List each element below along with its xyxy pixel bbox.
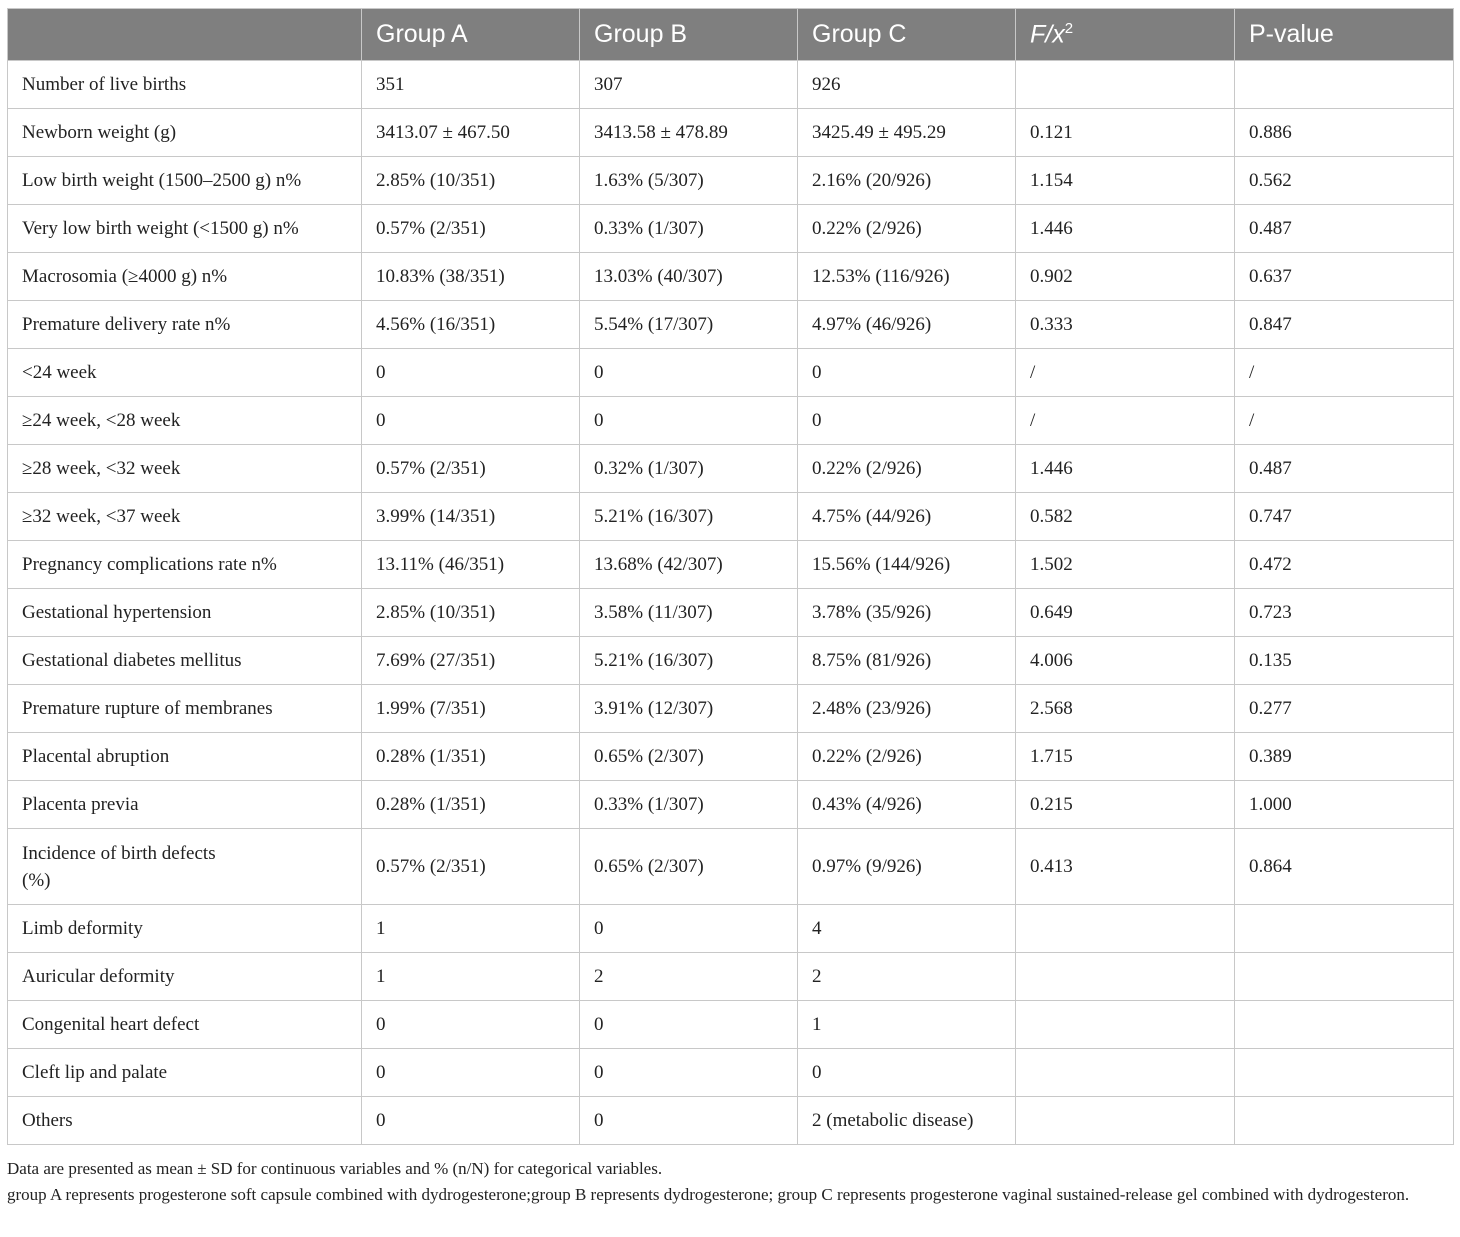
cell-group-c: 0.22% (2/926) — [798, 445, 1016, 493]
cell-group-c: 4.75% (44/926) — [798, 493, 1016, 541]
cell-group-c: 0.97% (9/926) — [798, 829, 1016, 905]
cell-group-a: 1.99% (7/351) — [362, 685, 580, 733]
cell-p-value: 0.135 — [1235, 637, 1454, 685]
cell-label: ≥24 week, <28 week — [8, 397, 362, 445]
header-cell-group-c: Group C — [798, 9, 1016, 61]
cell-p-value: 0.562 — [1235, 157, 1454, 205]
cell-group-b: 5.54% (17/307) — [580, 301, 798, 349]
cell-p-value — [1235, 1097, 1454, 1145]
cell-statistic — [1016, 953, 1235, 1001]
cell-group-c: 0 — [798, 349, 1016, 397]
table-body — [8, 61, 1454, 1145]
cell-group-a: 2.85% (10/351) — [362, 157, 580, 205]
cell-group-b: 0.65% (2/307) — [580, 733, 798, 781]
table-row — [8, 685, 1454, 733]
cell-group-a: 1 — [362, 905, 580, 953]
cell-statistic: 0.333 — [1016, 301, 1235, 349]
cell-group-a: 0.57% (2/351) — [362, 205, 580, 253]
table-row — [8, 589, 1454, 637]
cell-group-c: 2.48% (23/926) — [798, 685, 1016, 733]
cell-group-b: 0 — [580, 905, 798, 953]
cell-statistic: 4.006 — [1016, 637, 1235, 685]
cell-group-a: 0 — [362, 397, 580, 445]
cell-statistic: 1.154 — [1016, 157, 1235, 205]
cell-group-c: 0.22% (2/926) — [798, 733, 1016, 781]
cell-label: Premature rupture of membranes — [8, 685, 362, 733]
cell-group-c: 8.75% (81/926) — [798, 637, 1016, 685]
cell-statistic — [1016, 1001, 1235, 1049]
cell-group-a: 0 — [362, 1097, 580, 1145]
cell-label: <24 week — [8, 349, 362, 397]
cell-p-value: 0.864 — [1235, 829, 1454, 905]
cell-group-c: 4.97% (46/926) — [798, 301, 1016, 349]
cell-p-value: 0.487 — [1235, 205, 1454, 253]
cell-group-c: 0 — [798, 397, 1016, 445]
cell-group-c: 3425.49 ± 495.29 — [798, 109, 1016, 157]
cell-p-value — [1235, 905, 1454, 953]
cell-label: Very low birth weight (<1500 g) n% — [8, 205, 362, 253]
cell-p-value: 0.847 — [1235, 301, 1454, 349]
cell-group-a: 1 — [362, 953, 580, 1001]
cell-group-a: 351 — [362, 61, 580, 109]
cell-group-b: 13.03% (40/307) — [580, 253, 798, 301]
table-row — [8, 109, 1454, 157]
cell-statistic: 0.413 — [1016, 829, 1235, 905]
cell-group-c: 3.78% (35/926) — [798, 589, 1016, 637]
cell-group-c: 926 — [798, 61, 1016, 109]
table-row — [8, 1001, 1454, 1049]
cell-group-a: 3413.07 ± 467.50 — [362, 109, 580, 157]
header-cell-label — [8, 9, 362, 61]
cell-group-c: 0 — [798, 1049, 1016, 1097]
cell-label: Macrosomia (≥4000 g) n% — [8, 253, 362, 301]
cell-group-b: 0.32% (1/307) — [580, 445, 798, 493]
cell-group-c: 0.43% (4/926) — [798, 781, 1016, 829]
cell-statistic: 1.715 — [1016, 733, 1235, 781]
cell-group-c: 2 — [798, 953, 1016, 1001]
cell-group-b: 0 — [580, 349, 798, 397]
cell-group-a: 3.99% (14/351) — [362, 493, 580, 541]
table-row — [8, 61, 1454, 109]
cell-p-value: 0.886 — [1235, 109, 1454, 157]
cell-group-a: 0 — [362, 1001, 580, 1049]
cell-statistic: / — [1016, 397, 1235, 445]
cell-group-c: 1 — [798, 1001, 1016, 1049]
cell-statistic: 0.582 — [1016, 493, 1235, 541]
cell-group-a: 10.83% (38/351) — [362, 253, 580, 301]
cell-label: Auricular deformity — [8, 953, 362, 1001]
cell-group-b: 2 — [580, 953, 798, 1001]
cell-label: Low birth weight (1500–2500 g) n% — [8, 157, 362, 205]
table-row — [8, 637, 1454, 685]
cell-statistic — [1016, 905, 1235, 953]
table-row — [8, 493, 1454, 541]
table-row — [8, 1049, 1454, 1097]
table-row — [8, 253, 1454, 301]
cell-label: ≥28 week, <32 week — [8, 445, 362, 493]
cell-group-c: 12.53% (116/926) — [798, 253, 1016, 301]
cell-statistic — [1016, 61, 1235, 109]
cell-statistic: 0.902 — [1016, 253, 1235, 301]
cell-group-a: 0.57% (2/351) — [362, 829, 580, 905]
cell-group-c: 2 (metabolic disease) — [798, 1097, 1016, 1145]
table-row — [8, 349, 1454, 397]
cell-p-value — [1235, 1001, 1454, 1049]
cell-label: Placenta previa — [8, 781, 362, 829]
table-row — [8, 397, 1454, 445]
table-row — [8, 905, 1454, 953]
cell-p-value — [1235, 61, 1454, 109]
cell-group-a: 7.69% (27/351) — [362, 637, 580, 685]
cell-group-c: 0.22% (2/926) — [798, 205, 1016, 253]
table-row — [8, 733, 1454, 781]
footnote-data-format: Data are presented as mean ± SD for continuous variables and % (n/N) for categorical variables. — [7, 1159, 663, 1178]
cell-group-b: 3.58% (11/307) — [580, 589, 798, 637]
table-row — [8, 1097, 1454, 1145]
cell-statistic: 0.649 — [1016, 589, 1235, 637]
results-table — [7, 8, 1454, 1145]
cell-label: Cleft lip and palate — [8, 1049, 362, 1097]
cell-group-a: 0.57% (2/351) — [362, 445, 580, 493]
cell-label: Newborn weight (g) — [8, 109, 362, 157]
cell-group-a: 0 — [362, 349, 580, 397]
cell-p-value: 0.389 — [1235, 733, 1454, 781]
table-row — [8, 445, 1454, 493]
cell-p-value — [1235, 953, 1454, 1001]
cell-statistic: 0.215 — [1016, 781, 1235, 829]
cell-statistic — [1016, 1049, 1235, 1097]
cell-statistic: / — [1016, 349, 1235, 397]
cell-group-c: 15.56% (144/926) — [798, 541, 1016, 589]
header-cell-group-b: Group B — [580, 9, 798, 61]
cell-statistic — [1016, 1097, 1235, 1145]
cell-group-a: 0.28% (1/351) — [362, 733, 580, 781]
cell-group-b: 0.33% (1/307) — [580, 781, 798, 829]
cell-label: Number of live births — [8, 61, 362, 109]
cell-statistic: 1.502 — [1016, 541, 1235, 589]
cell-p-value: / — [1235, 397, 1454, 445]
cell-p-value: 1.000 — [1235, 781, 1454, 829]
table-container — [7, 8, 1453, 1145]
cell-group-b: 5.21% (16/307) — [580, 493, 798, 541]
table-row — [8, 205, 1454, 253]
cell-group-b: 0.33% (1/307) — [580, 205, 798, 253]
header-cell-group-a: Group A — [362, 9, 580, 61]
cell-p-value: 0.487 — [1235, 445, 1454, 493]
cell-statistic: 1.446 — [1016, 205, 1235, 253]
cell-label: Others — [8, 1097, 362, 1145]
cell-p-value: 0.747 — [1235, 493, 1454, 541]
cell-group-b: 0.65% (2/307) — [580, 829, 798, 905]
cell-label: Premature delivery rate n% — [8, 301, 362, 349]
cell-group-b: 3413.58 ± 478.89 — [580, 109, 798, 157]
cell-p-value — [1235, 1049, 1454, 1097]
cell-statistic: 1.446 — [1016, 445, 1235, 493]
cell-p-value: / — [1235, 349, 1454, 397]
cell-p-value: 0.472 — [1235, 541, 1454, 589]
cell-label: Gestational diabetes mellitus — [8, 637, 362, 685]
cell-group-a: 4.56% (16/351) — [362, 301, 580, 349]
cell-p-value: 0.723 — [1235, 589, 1454, 637]
cell-group-b: 307 — [580, 61, 798, 109]
cell-label: Gestational hypertension — [8, 589, 362, 637]
header-cell-p-value: P-value — [1235, 9, 1454, 61]
cell-group-a: 0.28% (1/351) — [362, 781, 580, 829]
table-row — [8, 157, 1454, 205]
cell-statistic: 0.121 — [1016, 109, 1235, 157]
table-row — [8, 301, 1454, 349]
table-footnotes — [7, 1156, 1453, 1208]
cell-label: Limb deformity — [8, 905, 362, 953]
cell-group-b: 3.91% (12/307) — [580, 685, 798, 733]
statistic-label: F/x — [1030, 20, 1065, 49]
cell-group-c: 4 — [798, 905, 1016, 953]
cell-p-value: 0.637 — [1235, 253, 1454, 301]
cell-label: Incidence of birth defects (%) — [8, 829, 362, 905]
cell-statistic: 2.568 — [1016, 685, 1235, 733]
cell-p-value: 0.277 — [1235, 685, 1454, 733]
cell-group-b: 13.68% (42/307) — [580, 541, 798, 589]
cell-group-b: 0 — [580, 397, 798, 445]
table-row — [8, 781, 1454, 829]
cell-label: Congenital heart defect — [8, 1001, 362, 1049]
header-row — [8, 9, 1454, 61]
cell-label: Placental abruption — [8, 733, 362, 781]
cell-group-b: 5.21% (16/307) — [580, 637, 798, 685]
header-cell-statistic — [1016, 9, 1235, 61]
cell-group-a: 2.85% (10/351) — [362, 589, 580, 637]
cell-label: ≥32 week, <37 week — [8, 493, 362, 541]
table-row — [8, 953, 1454, 1001]
cell-label: Pregnancy complications rate n% — [8, 541, 362, 589]
cell-group-a: 13.11% (46/351) — [362, 541, 580, 589]
table-row — [8, 541, 1454, 589]
table-row — [8, 829, 1454, 905]
cell-group-b: 0 — [580, 1049, 798, 1097]
cell-group-a: 0 — [362, 1049, 580, 1097]
cell-group-b: 0 — [580, 1097, 798, 1145]
cell-group-c: 2.16% (20/926) — [798, 157, 1016, 205]
footnote-group-definitions: group A represents progesterone soft capsule combined with dydrogesterone;group B represents dydrogesterone; group C represents progesterone vaginal sustained-release gel combined with dydrogesteron. — [7, 1185, 1410, 1204]
cell-group-b: 1.63% (5/307) — [580, 157, 798, 205]
statistic-superscript: 2 — [1064, 19, 1074, 37]
cell-group-b: 0 — [580, 1001, 798, 1049]
